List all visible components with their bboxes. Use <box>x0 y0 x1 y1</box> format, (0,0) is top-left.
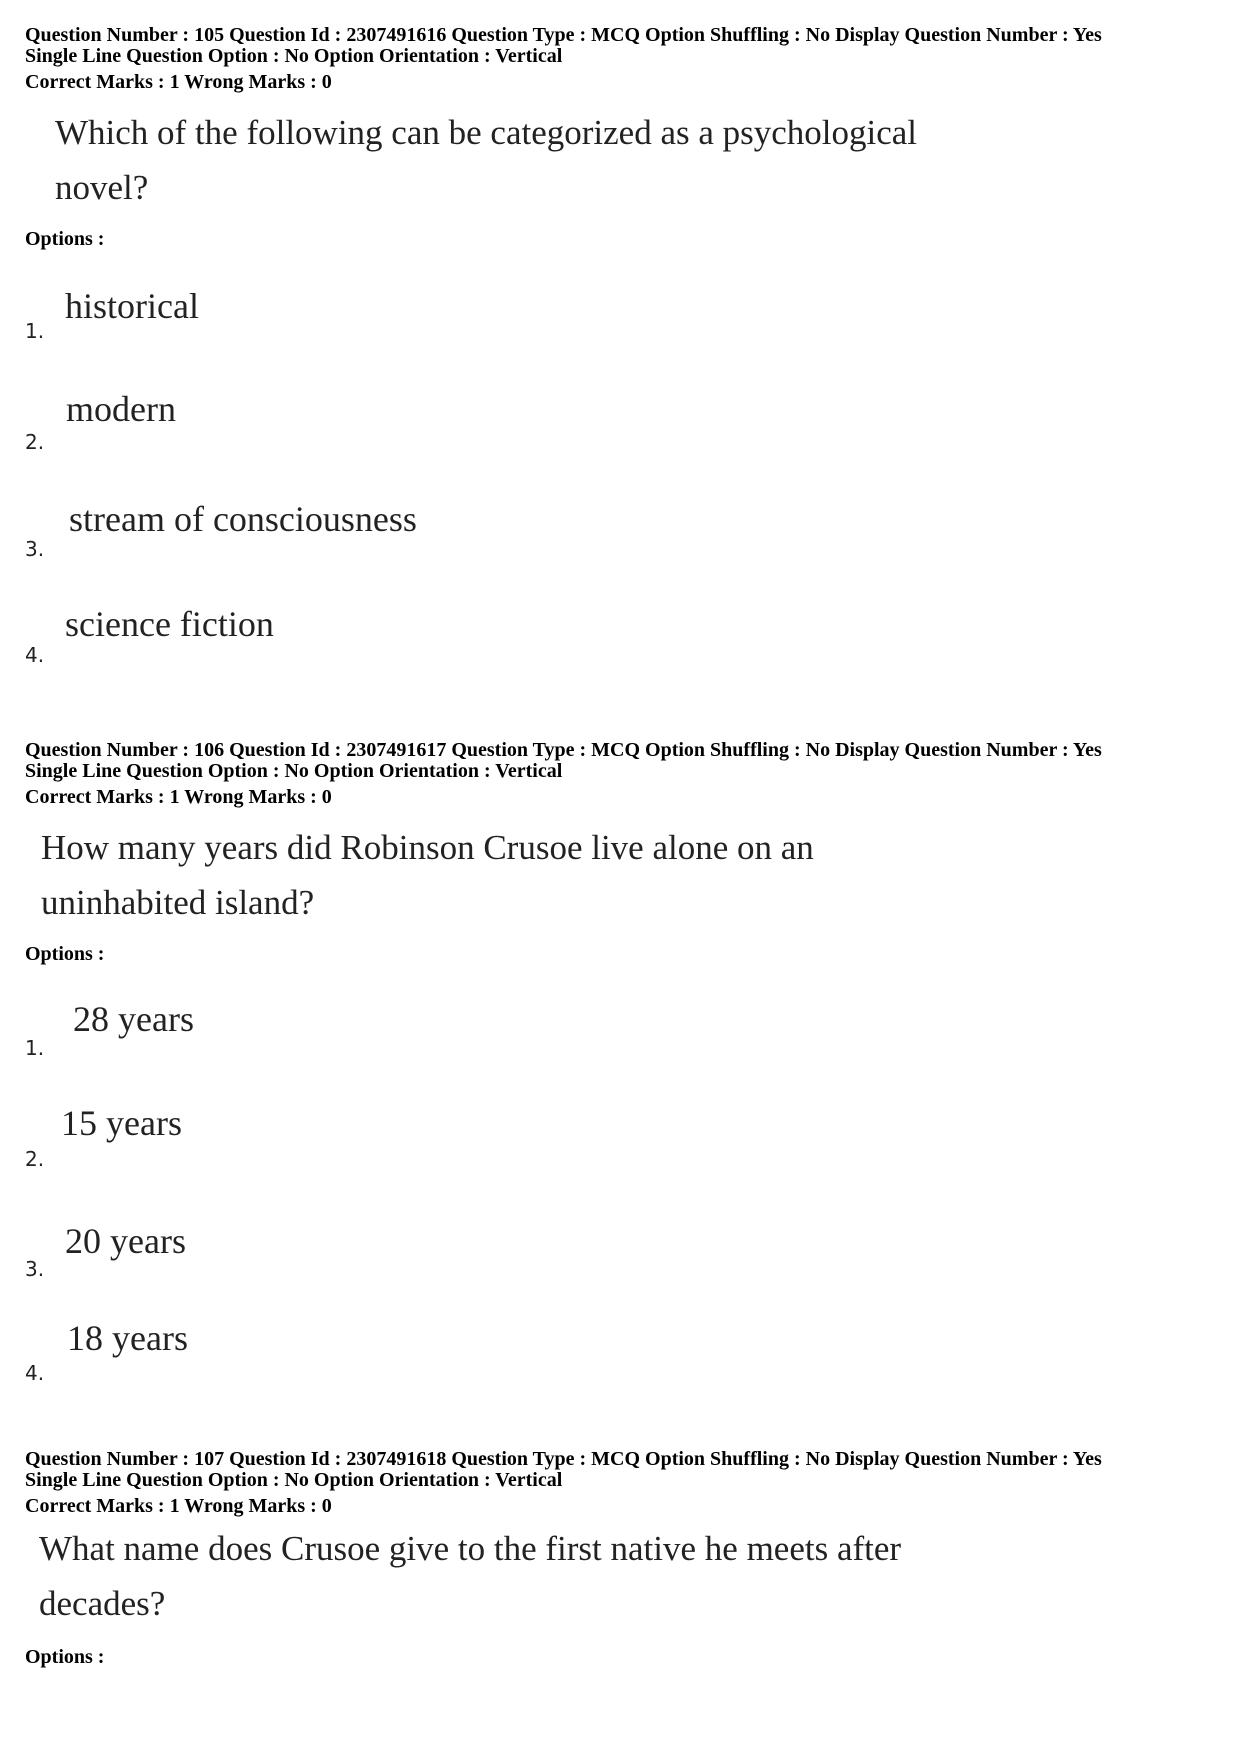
option-text: 20 years <box>65 1221 186 1261</box>
option-item[interactable] <box>25 1317 625 1385</box>
question-meta-line1: Question Number : 105 Question Id : 2307491616 Question Type : MCQ Option Shuffling : No Display Question Number : Yes <box>25 24 1102 46</box>
option-text: 18 years <box>67 1318 188 1358</box>
question-marks: Correct Marks : 1 Wrong Marks : 0 <box>25 786 332 808</box>
question-107 <box>25 1449 1225 1669</box>
option-item[interactable] <box>25 1220 625 1280</box>
option-text: modern <box>66 389 176 429</box>
option-number: 3. <box>25 1257 45 1281</box>
question-text-line2: uninhabited island? <box>41 883 315 922</box>
option-number: 4. <box>25 643 45 667</box>
question-text-line1: What name does Crusoe give to the first native he meets after <box>39 1529 902 1568</box>
option-number: 4. <box>25 1361 45 1385</box>
option-number: 2. <box>25 430 45 454</box>
option-item[interactable] <box>25 1102 625 1171</box>
question-text-line2: novel? <box>55 168 149 207</box>
option-number: 1. <box>25 319 45 343</box>
option-item[interactable] <box>25 498 625 561</box>
option-item[interactable] <box>25 388 625 454</box>
question-meta-line1: Question Number : 107 Question Id : 2307491618 Question Type : MCQ Option Shuffling : No Display Question Number : Yes <box>25 1448 1102 1470</box>
option-number: 1. <box>25 1036 45 1060</box>
option-text: historical <box>65 286 199 326</box>
options-label: Options : <box>25 943 105 965</box>
question-meta-line2: Single Line Question Option : No Option Orientation : Vertical <box>25 1469 563 1491</box>
options-label: Options : <box>25 228 105 250</box>
question-105 <box>25 25 1225 251</box>
question-meta-line1: Question Number : 106 Question Id : 2307491617 Question Type : MCQ Option Shuffling : No Display Question Number : Yes <box>25 739 1102 761</box>
question-marks: Correct Marks : 1 Wrong Marks : 0 <box>25 1495 332 1517</box>
option-text: 15 years <box>61 1103 182 1143</box>
option-number: 2. <box>25 1147 45 1171</box>
question-meta-line2: Single Line Question Option : No Option Orientation : Vertical <box>25 45 563 67</box>
question-106 <box>25 740 1225 966</box>
option-item[interactable] <box>25 603 625 667</box>
option-item[interactable] <box>25 998 625 1058</box>
question-text-line1: How many years did Robinson Crusoe live alone on an <box>41 828 814 867</box>
question-marks: Correct Marks : 1 Wrong Marks : 0 <box>25 71 332 93</box>
option-number: 3. <box>25 537 45 561</box>
question-text-line1: Which of the following can be categorized as a psychological <box>55 113 918 152</box>
option-item[interactable] <box>25 285 625 345</box>
question-meta-line2: Single Line Question Option : No Option Orientation : Vertical <box>25 760 563 782</box>
option-text: 28 years <box>73 999 194 1039</box>
question-text-line2: decades? <box>39 1584 166 1623</box>
option-text: science fiction <box>65 604 274 644</box>
options-label: Options : <box>25 1646 105 1668</box>
option-text: stream of consciousness <box>69 499 417 539</box>
